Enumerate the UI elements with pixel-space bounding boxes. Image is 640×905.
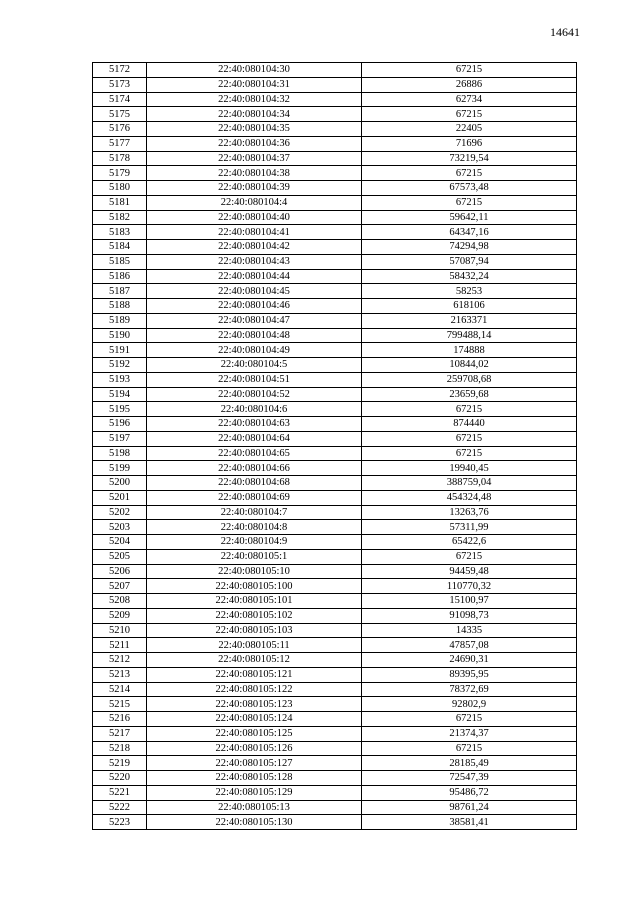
table-row	[93, 785, 577, 800]
table-row	[93, 358, 577, 373]
row-number-cell: 5182	[93, 210, 147, 225]
row-number-cell: 5222	[93, 800, 147, 815]
row-number-cell: 5201	[93, 490, 147, 505]
row-number-cell: 5175	[93, 107, 147, 122]
value-cell: 110770,32	[362, 579, 577, 594]
cadastral-number-cell: 22:40:080104:39	[147, 181, 362, 196]
value-cell: 89395,95	[362, 667, 577, 682]
cadastral-number-cell: 22:40:080104:42	[147, 240, 362, 255]
row-number-cell: 5191	[93, 343, 147, 358]
value-cell: 21374,37	[362, 726, 577, 741]
cadastral-number-cell: 22:40:080104:45	[147, 284, 362, 299]
value-cell: 92802,9	[362, 697, 577, 712]
table-row	[93, 417, 577, 432]
value-cell: 24690,31	[362, 653, 577, 668]
value-cell: 28185,49	[362, 756, 577, 771]
row-number-cell: 5198	[93, 446, 147, 461]
table-row	[93, 446, 577, 461]
table-row	[93, 122, 577, 137]
row-number-cell: 5178	[93, 151, 147, 166]
table-row	[93, 638, 577, 653]
table-row	[93, 697, 577, 712]
table-row	[93, 549, 577, 564]
value-cell: 74294,98	[362, 240, 577, 255]
row-number-cell: 5194	[93, 387, 147, 402]
cadastral-number-cell: 22:40:080104:35	[147, 122, 362, 137]
cadastral-number-cell: 22:40:080105:127	[147, 756, 362, 771]
value-cell: 2163371	[362, 313, 577, 328]
cadastral-number-cell: 22:40:080104:37	[147, 151, 362, 166]
value-cell: 23659,68	[362, 387, 577, 402]
value-cell: 72547,39	[362, 771, 577, 786]
cadastral-number-cell: 22:40:080104:48	[147, 328, 362, 343]
table-row	[93, 431, 577, 446]
table-row	[93, 667, 577, 682]
row-number-cell: 5215	[93, 697, 147, 712]
row-number-cell: 5202	[93, 505, 147, 520]
row-number-cell: 5205	[93, 549, 147, 564]
cadastral-number-cell: 22:40:080104:7	[147, 505, 362, 520]
cadastral-number-cell: 22:40:080105:102	[147, 608, 362, 623]
row-number-cell: 5219	[93, 756, 147, 771]
table-row	[93, 579, 577, 594]
row-number-cell: 5220	[93, 771, 147, 786]
row-number-cell: 5223	[93, 815, 147, 830]
row-number-cell: 5180	[93, 181, 147, 196]
cadastral-number-cell: 22:40:080105:121	[147, 667, 362, 682]
table-row	[93, 594, 577, 609]
row-number-cell: 5214	[93, 682, 147, 697]
table-row	[93, 254, 577, 269]
row-number-cell: 5187	[93, 284, 147, 299]
value-cell: 67215	[362, 549, 577, 564]
table-row	[93, 313, 577, 328]
table-row	[93, 387, 577, 402]
value-cell: 94459,48	[362, 564, 577, 579]
row-number-cell: 5172	[93, 63, 147, 78]
value-cell: 67215	[362, 402, 577, 417]
value-cell: 15100,97	[362, 594, 577, 609]
value-cell: 71696	[362, 136, 577, 151]
cadastral-number-cell: 22:40:080104:46	[147, 299, 362, 314]
table-row	[93, 490, 577, 505]
cadastral-number-cell: 22:40:080105:10	[147, 564, 362, 579]
cadastral-number-cell: 22:40:080105:100	[147, 579, 362, 594]
registry-table	[92, 62, 577, 830]
row-number-cell: 5179	[93, 166, 147, 181]
row-number-cell: 5192	[93, 358, 147, 373]
row-number-cell: 5186	[93, 269, 147, 284]
cadastral-number-cell: 22:40:080104:68	[147, 476, 362, 491]
value-cell: 10844,02	[362, 358, 577, 373]
row-number-cell: 5189	[93, 313, 147, 328]
row-number-cell: 5184	[93, 240, 147, 255]
cadastral-number-cell: 22:40:080105:124	[147, 712, 362, 727]
cadastral-number-cell: 22:40:080105:103	[147, 623, 362, 638]
table-row	[93, 195, 577, 210]
cadastral-number-cell: 22:40:080105:129	[147, 785, 362, 800]
row-number-cell: 5216	[93, 712, 147, 727]
value-cell: 14335	[362, 623, 577, 638]
value-cell: 73219,54	[362, 151, 577, 166]
value-cell: 98761,24	[362, 800, 577, 815]
value-cell: 58432,24	[362, 269, 577, 284]
page-number: 14641	[550, 25, 580, 39]
row-number-cell: 5195	[93, 402, 147, 417]
table-row	[93, 166, 577, 181]
table-row	[93, 623, 577, 638]
value-cell: 454324,48	[362, 490, 577, 505]
cadastral-number-cell: 22:40:080104:43	[147, 254, 362, 269]
cadastral-number-cell: 22:40:080104:52	[147, 387, 362, 402]
cadastral-number-cell: 22:40:080104:32	[147, 92, 362, 107]
row-number-cell: 5207	[93, 579, 147, 594]
row-number-cell: 5218	[93, 741, 147, 756]
row-number-cell: 5212	[93, 653, 147, 668]
table-row	[93, 402, 577, 417]
value-cell: 67215	[362, 446, 577, 461]
cadastral-number-cell: 22:40:080105:125	[147, 726, 362, 741]
table-row	[93, 136, 577, 151]
row-number-cell: 5181	[93, 195, 147, 210]
cadastral-number-cell: 22:40:080105:122	[147, 682, 362, 697]
value-cell: 67215	[362, 107, 577, 122]
cadastral-number-cell: 22:40:080104:69	[147, 490, 362, 505]
value-cell: 67215	[362, 712, 577, 727]
row-number-cell: 5183	[93, 225, 147, 240]
table-row	[93, 151, 577, 166]
cadastral-number-cell: 22:40:080105:1	[147, 549, 362, 564]
row-number-cell: 5173	[93, 77, 147, 92]
row-number-cell: 5197	[93, 431, 147, 446]
value-cell: 174888	[362, 343, 577, 358]
row-number-cell: 5217	[93, 726, 147, 741]
cadastral-number-cell: 22:40:080104:64	[147, 431, 362, 446]
cadastral-number-cell: 22:40:080104:4	[147, 195, 362, 210]
cadastral-number-cell: 22:40:080104:40	[147, 210, 362, 225]
row-number-cell: 5188	[93, 299, 147, 314]
cadastral-number-cell: 22:40:080104:65	[147, 446, 362, 461]
table-row	[93, 225, 577, 240]
table-row	[93, 712, 577, 727]
row-number-cell: 5204	[93, 535, 147, 550]
table-row	[93, 210, 577, 225]
table-row	[93, 343, 577, 358]
value-cell: 67215	[362, 741, 577, 756]
value-cell: 799488,14	[362, 328, 577, 343]
value-cell: 47857,08	[362, 638, 577, 653]
cadastral-number-cell: 22:40:080104:66	[147, 461, 362, 476]
row-number-cell: 5200	[93, 476, 147, 491]
cadastral-number-cell: 22:40:080104:36	[147, 136, 362, 151]
cadastral-number-cell: 22:40:080105:13	[147, 800, 362, 815]
row-number-cell: 5209	[93, 608, 147, 623]
cadastral-number-cell: 22:40:080104:6	[147, 402, 362, 417]
cadastral-number-cell: 22:40:080104:5	[147, 358, 362, 373]
value-cell: 67215	[362, 195, 577, 210]
value-cell: 58253	[362, 284, 577, 299]
cadastral-number-cell: 22:40:080105:11	[147, 638, 362, 653]
value-cell: 65422,6	[362, 535, 577, 550]
table-row	[93, 461, 577, 476]
table-row	[93, 756, 577, 771]
row-number-cell: 5213	[93, 667, 147, 682]
cadastral-number-cell: 22:40:080104:30	[147, 63, 362, 78]
table-row	[93, 269, 577, 284]
table-row	[93, 181, 577, 196]
table-row	[93, 476, 577, 491]
table-row	[93, 800, 577, 815]
value-cell: 64347,16	[362, 225, 577, 240]
table-row	[93, 92, 577, 107]
cadastral-number-cell: 22:40:080105:128	[147, 771, 362, 786]
row-number-cell: 5190	[93, 328, 147, 343]
table-row	[93, 372, 577, 387]
value-cell: 62734	[362, 92, 577, 107]
value-cell: 19940,45	[362, 461, 577, 476]
value-cell: 618106	[362, 299, 577, 314]
table-row	[93, 741, 577, 756]
cadastral-number-cell: 22:40:080105:123	[147, 697, 362, 712]
row-number-cell: 5193	[93, 372, 147, 387]
value-cell: 22405	[362, 122, 577, 137]
table-row	[93, 107, 577, 122]
cadastral-number-cell: 22:40:080104:8	[147, 520, 362, 535]
row-number-cell: 5174	[93, 92, 147, 107]
value-cell: 95486,72	[362, 785, 577, 800]
table-row	[93, 520, 577, 535]
table-row	[93, 328, 577, 343]
table-row	[93, 564, 577, 579]
table-row	[93, 771, 577, 786]
cadastral-number-cell: 22:40:080104:34	[147, 107, 362, 122]
row-number-cell: 5211	[93, 638, 147, 653]
table-body	[93, 63, 577, 830]
cadastral-number-cell: 22:40:080104:63	[147, 417, 362, 432]
value-cell: 388759,04	[362, 476, 577, 491]
value-cell: 38581,41	[362, 815, 577, 830]
table-row	[93, 284, 577, 299]
value-cell: 26886	[362, 77, 577, 92]
table-row	[93, 299, 577, 314]
value-cell: 67573,48	[362, 181, 577, 196]
cadastral-number-cell: 22:40:080104:31	[147, 77, 362, 92]
value-cell: 57087,94	[362, 254, 577, 269]
cadastral-number-cell: 22:40:080104:49	[147, 343, 362, 358]
row-number-cell: 5206	[93, 564, 147, 579]
row-number-cell: 5208	[93, 594, 147, 609]
table-row	[93, 77, 577, 92]
value-cell: 67215	[362, 63, 577, 78]
value-cell: 57311,99	[362, 520, 577, 535]
cadastral-number-cell: 22:40:080105:101	[147, 594, 362, 609]
value-cell: 59642,11	[362, 210, 577, 225]
row-number-cell: 5203	[93, 520, 147, 535]
row-number-cell: 5221	[93, 785, 147, 800]
row-number-cell: 5210	[93, 623, 147, 638]
cadastral-number-cell: 22:40:080104:9	[147, 535, 362, 550]
value-cell: 13263,76	[362, 505, 577, 520]
row-number-cell: 5196	[93, 417, 147, 432]
table-row	[93, 682, 577, 697]
cadastral-number-cell: 22:40:080104:41	[147, 225, 362, 240]
table-row	[93, 608, 577, 623]
table-row	[93, 63, 577, 78]
row-number-cell: 5185	[93, 254, 147, 269]
value-cell: 91098,73	[362, 608, 577, 623]
table-row	[93, 535, 577, 550]
cadastral-number-cell: 22:40:080104:38	[147, 166, 362, 181]
value-cell: 259708,68	[362, 372, 577, 387]
table-row	[93, 815, 577, 830]
cadastral-number-cell: 22:40:080105:130	[147, 815, 362, 830]
cadastral-number-cell: 22:40:080104:51	[147, 372, 362, 387]
row-number-cell: 5176	[93, 122, 147, 137]
value-cell: 874440	[362, 417, 577, 432]
table-row	[93, 505, 577, 520]
cadastral-number-cell: 22:40:080104:47	[147, 313, 362, 328]
cadastral-number-cell: 22:40:080105:12	[147, 653, 362, 668]
cadastral-number-cell: 22:40:080104:44	[147, 269, 362, 284]
table-row	[93, 653, 577, 668]
row-number-cell: 5199	[93, 461, 147, 476]
table-row	[93, 240, 577, 255]
row-number-cell: 5177	[93, 136, 147, 151]
cadastral-number-cell: 22:40:080105:126	[147, 741, 362, 756]
value-cell: 67215	[362, 166, 577, 181]
value-cell: 78372,69	[362, 682, 577, 697]
value-cell: 67215	[362, 431, 577, 446]
table-row	[93, 726, 577, 741]
